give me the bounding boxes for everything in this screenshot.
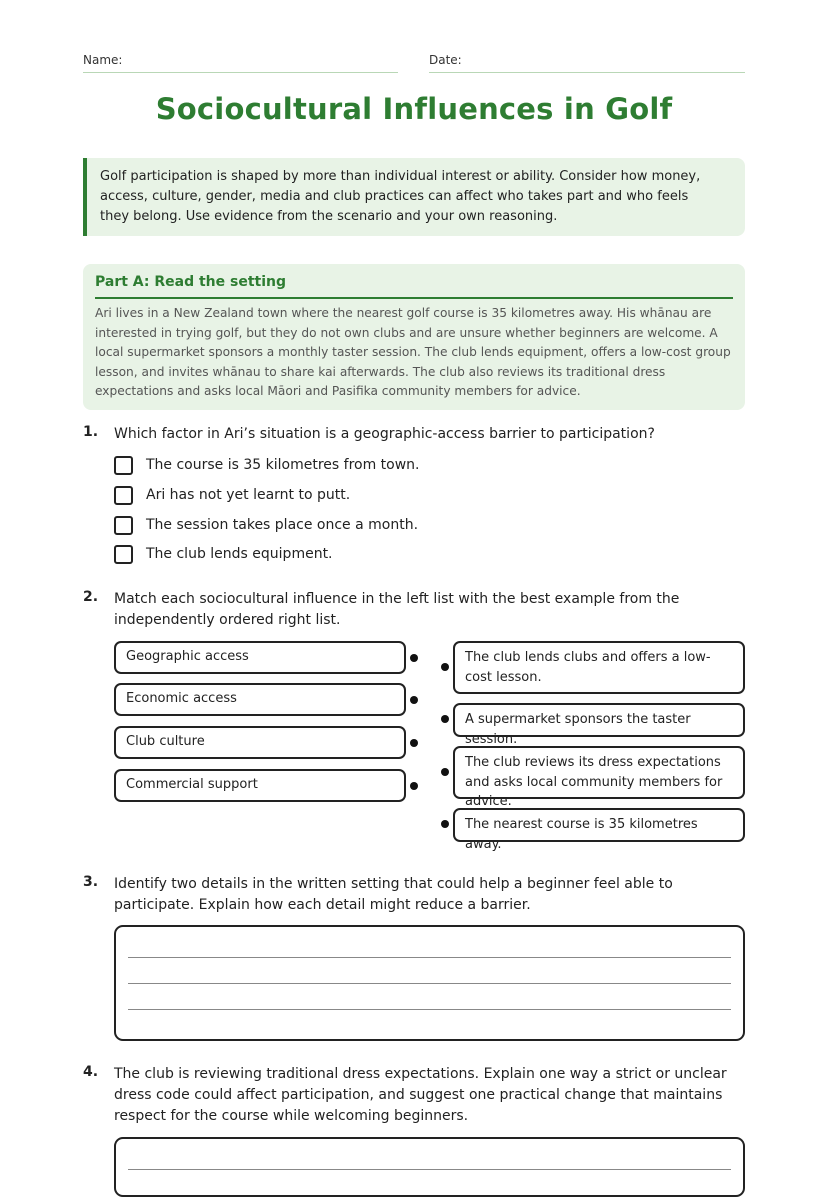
q4-answer-box[interactable] — [114, 1137, 745, 1197]
match-right-dress-review[interactable]: The club reviews its dress expectations and asks local community members for advice. — [453, 746, 745, 799]
question-number: 2. — [83, 589, 99, 605]
name-field[interactable] — [83, 52, 398, 73]
answer-line — [128, 1009, 731, 1010]
question-text: The club is reviewing traditional dress expectations. Explain one way a strict or unclear dress code could affect participation, and suggest one practical change that maintains respect for the course while welcoming beginners. — [114, 1066, 727, 1124]
match-dot-left-3[interactable] — [410, 739, 418, 747]
date-label: Date: — [429, 53, 462, 67]
question-number: 4. — [83, 1064, 99, 1080]
match-right-lends-clubs[interactable]: The club lends clubs and offers a low-cost lesson. — [453, 641, 745, 694]
match-dot-left-2[interactable] — [410, 696, 418, 704]
answer-line — [128, 1169, 731, 1170]
question-text: Identify two details in the written setting that could help a beginner feel able to participate. Explain how each detail might reduce a barrier. — [114, 876, 673, 913]
match-dot-right-3[interactable] — [441, 768, 449, 776]
match-left-commercial[interactable]: Commercial support — [114, 769, 406, 802]
q3-answer-box[interactable] — [114, 925, 745, 1041]
checkbox[interactable] — [114, 516, 133, 535]
part-a-panel — [83, 264, 745, 410]
date-field[interactable] — [429, 52, 745, 73]
page-title: Sociocultural Influences in Golf — [155, 92, 673, 126]
header-fields — [83, 52, 745, 74]
match-dot-right-2[interactable] — [441, 715, 449, 723]
intro-callout: Golf participation is shaped by more than individual interest or ability. Consider how money, access, culture, gender, media and club practices can affect who takes part and who feels they belong. Use evidence from the scenario and your own reasoning. — [83, 158, 745, 236]
option-label: The club lends equipment. — [146, 546, 333, 562]
name-label: Name: — [83, 53, 123, 67]
match-dot-right-1[interactable] — [441, 663, 449, 671]
checkbox[interactable] — [114, 456, 133, 475]
option-label: The session takes place once a month. — [146, 517, 419, 533]
match-dot-left-4[interactable] — [410, 782, 418, 790]
option-label: Ari has not yet learnt to putt. — [146, 487, 351, 503]
checkbox[interactable] — [114, 486, 133, 505]
match-dot-left-1[interactable] — [410, 654, 418, 662]
match-right-sponsor[interactable]: A supermarket sponsors the taster session. — [453, 703, 745, 737]
match-left-geographic[interactable]: Geographic access — [114, 641, 406, 674]
question-number: 1. — [83, 424, 99, 440]
checkbox[interactable] — [114, 545, 133, 564]
answer-line — [128, 983, 731, 984]
question-number: 3. — [83, 874, 99, 890]
option-label: The course is 35 kilometres from town. — [146, 457, 420, 473]
match-left-club-culture[interactable]: Club culture — [114, 726, 406, 759]
match-right-distance[interactable]: The nearest course is 35 kilometres away. — [453, 808, 745, 842]
match-left-economic[interactable]: Economic access — [114, 683, 406, 716]
part-a-text: Ari lives in a New Zealand town where the nearest golf course is 35 kilometres away. His whānau are interested in trying golf, but they do not own clubs and are unsure whether beginners are welcome. A local supermarket sponsors a monthly taster session. The club lends equipment, offers a low-cost group lesson, and invites whānau to share kai afterwards. The club also reviews its traditional dress expectations and asks local Māori and Pasifika community members for advice. — [95, 306, 731, 398]
answer-line — [128, 957, 731, 958]
match-dot-right-4[interactable] — [441, 820, 449, 828]
question-text: Match each sociocultural influence in the left list with the best example from the independently ordered right list. — [114, 591, 680, 628]
question-text: Which factor in Ari’s situation is a geographic-access barrier to participation? — [114, 426, 655, 442]
part-a-heading: Part A: Read the setting — [95, 274, 733, 299]
